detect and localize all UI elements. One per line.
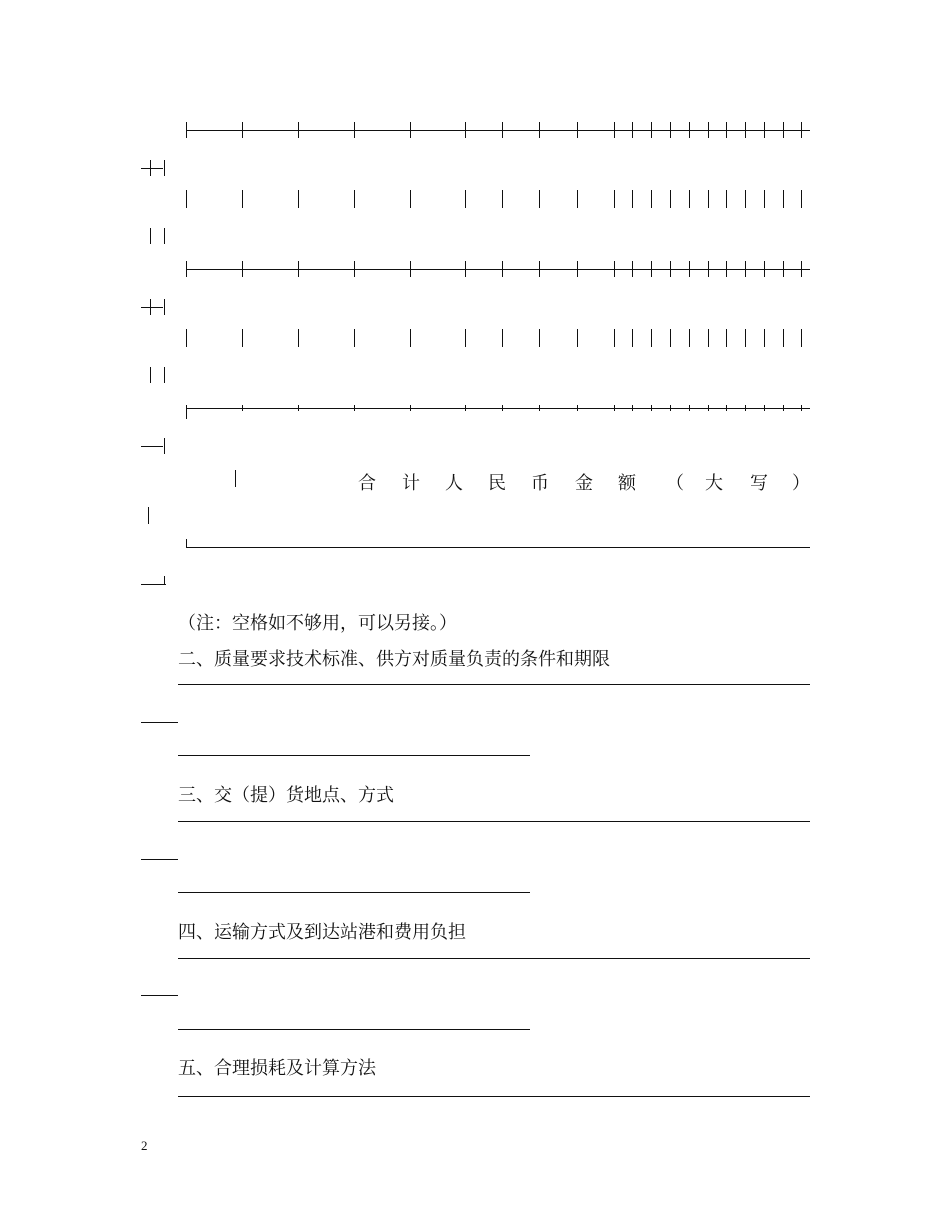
fill-line (178, 1029, 530, 1030)
table-tick (801, 405, 802, 411)
table-tick (614, 261, 615, 277)
table-tick (502, 405, 503, 411)
table-cell-border (186, 190, 187, 208)
table-cell-border (670, 329, 671, 347)
total-label-char: 额 (618, 473, 636, 494)
table-row-rule (186, 269, 810, 270)
table-tick (801, 261, 802, 277)
table-tick (242, 405, 243, 411)
table-cell-border (242, 190, 243, 208)
table-tick (465, 405, 466, 411)
total-label-char: ） (792, 473, 810, 494)
table-tick (745, 405, 746, 411)
table-tick (670, 405, 671, 411)
table-tick (465, 122, 466, 138)
total-label-char: 币 (531, 473, 549, 494)
table-wrap-rule (141, 446, 163, 447)
table-cell-border (410, 190, 411, 208)
table-cell-border (235, 470, 236, 487)
table-tick (354, 261, 355, 277)
table-tick (298, 122, 299, 138)
table-tick (354, 122, 355, 138)
total-label-char: 民 (488, 473, 506, 494)
table-cell-border (632, 329, 633, 347)
total-label-char: 大 (705, 473, 723, 494)
table-tick (632, 122, 633, 138)
table-wrap-tick (164, 228, 165, 244)
table-tick (410, 122, 411, 138)
table-tick (465, 261, 466, 277)
table-wrap-tick (150, 299, 151, 315)
table-tick (502, 122, 503, 138)
fill-line (178, 684, 810, 685)
table-cell-border (186, 329, 187, 347)
table-cell-border (502, 329, 503, 347)
table-tick (539, 122, 540, 138)
total-label-char: 计 (402, 473, 420, 494)
table-tick (577, 261, 578, 277)
table-tick (670, 261, 671, 277)
table-tick (651, 261, 652, 277)
table-tick (745, 261, 746, 277)
table-tick (708, 261, 709, 277)
table-tick (186, 405, 187, 419)
table-tick (577, 405, 578, 411)
section-loss-title: 五、合理损耗及计算方法 (178, 1058, 376, 1079)
table-tick (298, 405, 299, 411)
table-tick (632, 405, 633, 411)
table-cell-border (670, 190, 671, 208)
table-tick (670, 122, 671, 138)
table-corner (164, 576, 165, 585)
section-transport-title: 四、运输方式及到达站港和费用负担 (178, 922, 466, 943)
table-tick (186, 261, 187, 277)
table-wrap-tick (164, 438, 165, 454)
table-cell-border (745, 190, 746, 208)
table-tick (614, 122, 615, 138)
table-cell-border (801, 329, 802, 347)
table-wrap-tick (150, 160, 151, 176)
table-cell-border (614, 329, 615, 347)
table-tick (764, 122, 765, 138)
table-cell-border (465, 329, 466, 347)
table-tick (186, 122, 187, 138)
fill-line (178, 1096, 810, 1097)
table-cell-border (783, 329, 784, 347)
table-cell-border (651, 329, 652, 347)
fill-line (141, 995, 178, 996)
section-quality-title: 二、质量要求技术标准、供方对质量负责的条件和期限 (178, 649, 610, 670)
table-wrap-rule (141, 584, 166, 585)
table-tick (801, 122, 802, 138)
table-cell-border (708, 329, 709, 347)
table-tick (632, 261, 633, 277)
table-cell-border (298, 190, 299, 208)
table-tick (354, 405, 355, 411)
table-tick (745, 122, 746, 138)
section-delivery-title: 三、交（提）货地点、方式 (178, 785, 394, 806)
table-wrap-tick (164, 299, 165, 315)
table-cell-border (354, 190, 355, 208)
table-tick (764, 261, 765, 277)
table-tick (410, 405, 411, 411)
table-tick (783, 261, 784, 277)
table-cell-border (502, 190, 503, 208)
table-cell-border (764, 329, 765, 347)
table-wrap-rule (141, 307, 163, 308)
fill-line (141, 722, 178, 723)
table-cell-border (242, 329, 243, 347)
table-wrap-tick (148, 507, 149, 524)
table-cell-border (651, 190, 652, 208)
table-cell-border (801, 190, 802, 208)
table-tick (689, 122, 690, 138)
table-row-rule (186, 130, 810, 131)
fill-line (178, 892, 530, 893)
page-number: 2 (141, 1138, 148, 1153)
table-tick (614, 405, 615, 411)
table-wrap-tick (150, 367, 151, 383)
table-tick (502, 261, 503, 277)
table-wrap-rule (141, 168, 163, 169)
table-wrap-tick (150, 228, 151, 244)
fill-line (178, 821, 810, 822)
table-tick (689, 405, 690, 411)
table-cell-border (745, 329, 746, 347)
table-cell-border (539, 190, 540, 208)
table-cell-border (708, 190, 709, 208)
total-label-char: （ (666, 473, 684, 494)
fill-line (178, 755, 530, 756)
table-cell-border (577, 190, 578, 208)
table-bottom-rule (186, 547, 810, 548)
table-tick (298, 261, 299, 277)
table-cell-border (726, 329, 727, 347)
table-tick (577, 122, 578, 138)
table-tick (726, 405, 727, 411)
table-tick (539, 261, 540, 277)
table-cell-border (764, 190, 765, 208)
table-wrap-tick (164, 160, 165, 176)
table-cell-border (465, 190, 466, 208)
table-cell-border (577, 329, 578, 347)
table-cell-border (689, 329, 690, 347)
fill-line (178, 958, 810, 959)
table-cell-border (783, 190, 784, 208)
total-label-char: 写 (750, 473, 768, 494)
table-tick (726, 122, 727, 138)
table-cell-border (726, 190, 727, 208)
table-tick (242, 261, 243, 277)
table-cell-border (298, 329, 299, 347)
table-tick (708, 405, 709, 411)
table-tick (764, 405, 765, 411)
table-tick (783, 405, 784, 411)
table-tick (410, 261, 411, 277)
table-tick (539, 405, 540, 411)
table-wrap-tick (164, 367, 165, 383)
table-tick (726, 261, 727, 277)
fill-line (141, 859, 178, 860)
table-cell-border (410, 329, 411, 347)
table-tick (651, 405, 652, 411)
table-note: （注：空格如不够用，可以另接。） (178, 613, 457, 634)
table-cell-border (354, 329, 355, 347)
total-label-char: 合 (358, 473, 376, 494)
total-label-char: 金 (575, 473, 593, 494)
table-cell-border (689, 190, 690, 208)
table-tick (783, 122, 784, 138)
table-row-rule (186, 408, 810, 409)
table-cell-border (614, 190, 615, 208)
table-tick (651, 122, 652, 138)
total-label-char: 人 (445, 473, 463, 494)
table-cell-border (539, 329, 540, 347)
table-tick (708, 122, 709, 138)
table-tick (689, 261, 690, 277)
table-cell-border (632, 190, 633, 208)
table-tick (242, 122, 243, 138)
